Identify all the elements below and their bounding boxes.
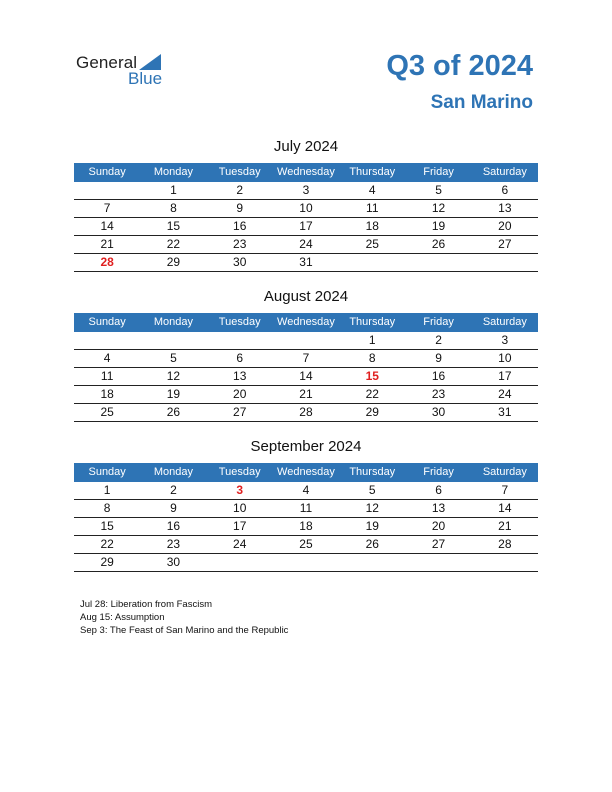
day-cell: 5 <box>170 351 177 365</box>
day-cell: 15 <box>166 219 181 233</box>
day-cell: 21 <box>299 387 313 401</box>
week-row <box>74 554 538 572</box>
weekday-label: Tuesday <box>218 316 261 328</box>
week-row <box>74 182 538 200</box>
day-cell: 30 <box>166 555 181 569</box>
day-cell: 20 <box>498 219 512 233</box>
holiday-note: Sep 3: The Feast of San Marino and the Republic <box>80 625 289 636</box>
month-title: September 2024 <box>250 438 362 455</box>
weekday-label: Friday <box>423 466 454 478</box>
day-cell: 1 <box>170 183 177 197</box>
day-cell: 19 <box>166 387 181 401</box>
day-cell: 11 <box>366 201 379 215</box>
day-cell: 13 <box>498 201 512 215</box>
day-cell: 1 <box>103 483 111 497</box>
weekday-label: Thursday <box>349 316 396 328</box>
day-cell: 21 <box>498 519 512 533</box>
weekday-label: Wednesday <box>277 466 335 478</box>
weeks <box>74 182 538 272</box>
weekday-label: Tuesday <box>218 466 261 478</box>
month-block-july <box>74 137 538 272</box>
day-cell: 24 <box>299 237 313 251</box>
day-cell: 18 <box>299 519 313 533</box>
day-cell: 5 <box>368 483 376 497</box>
day-cell: 22 <box>100 537 114 551</box>
month-block-august <box>74 287 538 422</box>
day-cell: 23 <box>233 237 247 251</box>
day-cell <box>74 182 140 199</box>
day-cell: 17 <box>498 369 512 383</box>
week-row <box>74 200 538 218</box>
day-cell <box>339 554 405 571</box>
day-cell: 8 <box>170 201 177 215</box>
day-cell: 16 <box>166 519 181 533</box>
week-row <box>74 500 538 518</box>
day-cell: 27 <box>498 237 512 251</box>
day-cell: 6 <box>236 351 244 365</box>
day-cell: 4 <box>103 351 111 365</box>
week-row <box>74 386 538 404</box>
weekday-label: Sunday <box>88 316 126 328</box>
weekday-label: Friday <box>423 316 454 328</box>
day-cell <box>207 332 273 349</box>
week-row <box>74 518 538 536</box>
day-cell: 11 <box>100 369 114 383</box>
day-cell: 26 <box>431 237 446 251</box>
day-cell <box>339 254 405 271</box>
weekday-label: Monday <box>153 316 193 328</box>
day-cell: 8 <box>103 501 111 515</box>
day-cell: 28 <box>498 537 512 551</box>
day-cell: 14 <box>498 501 512 515</box>
day-cell: 2 <box>435 333 442 347</box>
day-cell: 11 <box>299 501 313 515</box>
day-cell: 7 <box>302 351 310 365</box>
day-cell: 20 <box>233 387 247 401</box>
week-row <box>74 218 538 236</box>
day-cell: 26 <box>166 405 181 419</box>
day-cell: 22 <box>365 387 379 401</box>
day-cell: 9 <box>236 201 244 215</box>
weekday-label: Monday <box>153 466 193 478</box>
page-title: Q3 of 2024 <box>386 50 533 82</box>
weekday-label: Saturday <box>482 466 527 478</box>
day-cell: 1 <box>368 333 376 347</box>
week-row <box>74 368 538 386</box>
day-cell <box>405 254 471 271</box>
weekday-label: Wednesday <box>277 166 335 178</box>
day-cell: 9 <box>170 501 177 515</box>
weekday-header <box>74 463 538 482</box>
weeks <box>74 482 538 572</box>
week-row <box>74 482 538 500</box>
month-title: July 2024 <box>273 138 339 155</box>
day-cell: 14 <box>299 369 313 383</box>
day-cell: 24 <box>233 537 247 551</box>
day-cell: 30 <box>233 255 247 269</box>
day-cell: 13 <box>233 369 247 383</box>
day-cell: 10 <box>299 201 313 215</box>
day-cell: 18 <box>365 219 379 233</box>
day-cell: 3 <box>302 183 310 197</box>
logo-triangle-icon <box>139 54 161 70</box>
week-row <box>74 536 538 554</box>
weekday-label: Friday <box>423 166 454 178</box>
day-cell <box>472 254 538 271</box>
day-cell: 6 <box>435 483 442 497</box>
day-cell: 21 <box>100 237 114 251</box>
day-cell: 17 <box>299 219 313 233</box>
day-cell: 4 <box>302 483 310 497</box>
day-cell: 27 <box>431 537 446 551</box>
day-cell: 16 <box>431 369 446 383</box>
holiday-day-cell: 3 <box>236 483 244 497</box>
holiday-note: Jul 28: Liberation from Fascism <box>80 599 212 610</box>
day-cell: 22 <box>166 237 181 251</box>
day-cell: 27 <box>233 405 247 419</box>
week-row <box>74 350 538 368</box>
day-cell: 15 <box>100 519 114 533</box>
week-row <box>74 404 538 422</box>
day-cell: 10 <box>498 351 512 365</box>
month-title: August 2024 <box>263 288 349 305</box>
country-subtitle: San Marino <box>430 92 533 113</box>
day-cell: 31 <box>498 405 512 419</box>
day-cell: 29 <box>365 405 379 419</box>
day-cell: 23 <box>431 387 446 401</box>
weekday-label: Sunday <box>88 166 126 178</box>
day-cell <box>273 554 339 571</box>
day-cell <box>472 554 538 571</box>
day-cell: 6 <box>501 183 509 197</box>
day-cell: 2 <box>236 183 244 197</box>
day-cell: 28 <box>299 405 313 419</box>
weekday-header <box>74 163 538 182</box>
day-cell: 18 <box>100 387 114 401</box>
day-cell: 29 <box>166 255 181 269</box>
week-row <box>74 254 538 272</box>
logo <box>76 52 176 92</box>
day-cell <box>207 554 273 571</box>
day-cell: 12 <box>431 201 446 215</box>
day-cell: 19 <box>431 219 446 233</box>
logo-general-text: General <box>76 53 138 72</box>
weekday-label: Monday <box>153 166 193 178</box>
weekday-label: Wednesday <box>277 316 335 328</box>
day-cell <box>74 332 140 349</box>
day-cell <box>140 332 206 349</box>
weekday-label: Saturday <box>482 316 527 328</box>
day-cell: 7 <box>501 483 509 497</box>
holiday-note: Aug 15: Assumption <box>80 612 165 623</box>
day-cell: 31 <box>299 255 313 269</box>
day-cell: 7 <box>103 201 111 215</box>
day-cell: 3 <box>501 333 509 347</box>
day-cell: 17 <box>233 519 247 533</box>
day-cell: 9 <box>435 351 442 365</box>
day-cell: 26 <box>365 537 379 551</box>
day-cell: 20 <box>431 519 446 533</box>
day-cell: 8 <box>368 351 376 365</box>
day-cell: 29 <box>100 555 114 569</box>
day-cell: 25 <box>100 405 114 419</box>
day-cell: 13 <box>431 501 446 515</box>
weekday-label: Sunday <box>88 466 126 478</box>
day-cell: 2 <box>170 483 177 497</box>
day-cell: 4 <box>368 183 376 197</box>
day-cell: 25 <box>299 537 313 551</box>
day-cell: 23 <box>166 537 181 551</box>
day-cell: 14 <box>100 219 114 233</box>
weekday-label: Thursday <box>349 466 396 478</box>
weekday-header <box>74 313 538 332</box>
day-cell: 16 <box>233 219 247 233</box>
weekday-label: Tuesday <box>218 166 261 178</box>
weekday-label: Saturday <box>482 166 527 178</box>
day-cell: 30 <box>431 405 446 419</box>
day-cell: 12 <box>365 501 379 515</box>
weeks <box>74 332 538 422</box>
holiday-day-cell: 15 <box>365 369 379 383</box>
holiday-day-cell: 28 <box>100 255 114 269</box>
holiday-notes <box>80 598 288 637</box>
logo-blue-text: Blue <box>128 69 163 88</box>
day-cell: 25 <box>365 237 379 251</box>
day-cell <box>273 332 339 349</box>
month-block-september <box>74 437 538 572</box>
day-cell: 10 <box>233 501 247 515</box>
day-cell: 12 <box>166 369 181 383</box>
week-row <box>74 332 538 350</box>
day-cell: 5 <box>435 183 442 197</box>
day-cell: 24 <box>498 387 512 401</box>
weekday-label: Thursday <box>349 166 396 178</box>
week-row <box>74 236 538 254</box>
day-cell <box>405 554 471 571</box>
day-cell: 19 <box>365 519 379 533</box>
